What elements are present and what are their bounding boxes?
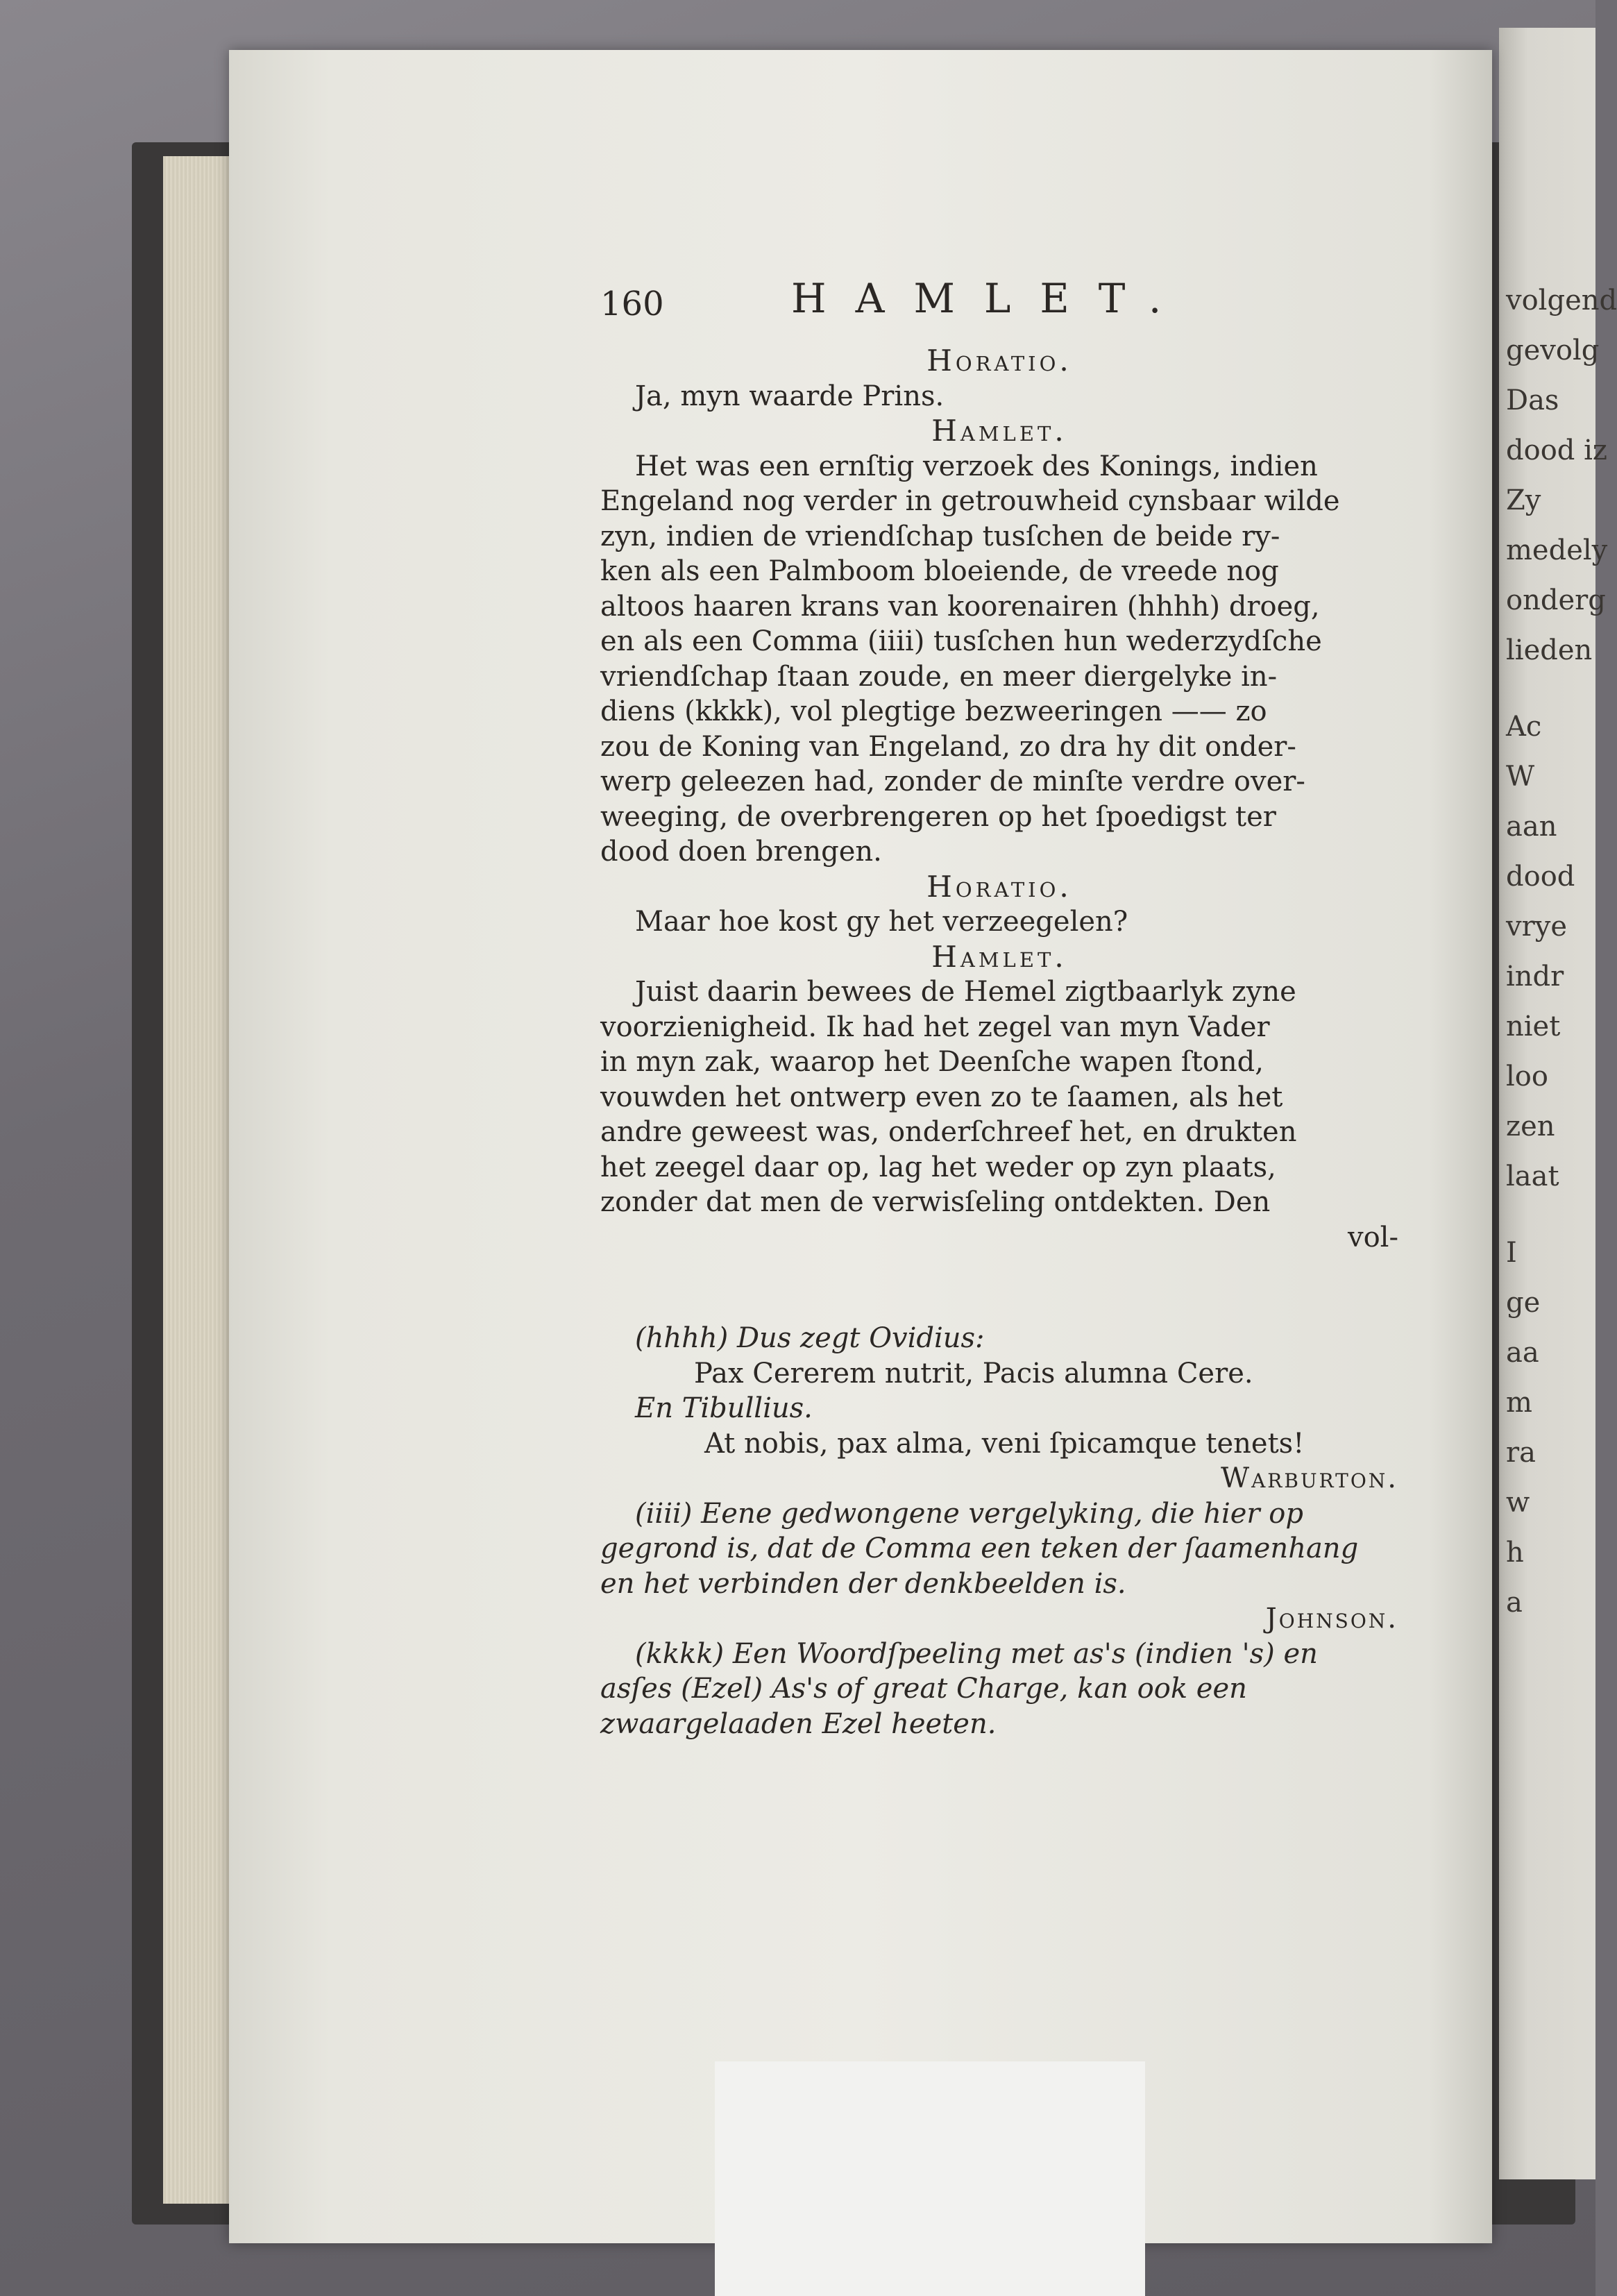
facing-page-fragment: ge: [1506, 1287, 1541, 1319]
speaker-name: Hamlet.: [931, 939, 1067, 974]
facing-page-fragment: I: [1506, 1237, 1517, 1269]
text-line: andre geweest was, onderſchreef het, en drukten: [600, 1116, 1297, 1148]
facing-page-fragment: Das: [1506, 385, 1559, 416]
footnote-line: en het verbinden der denkbeelden is.: [600, 1567, 1126, 1600]
facing-page-fragment: Zy: [1506, 484, 1541, 516]
footnote-signature: Warburton.: [1220, 1462, 1398, 1494]
facing-page-fragment: ra: [1506, 1437, 1536, 1469]
text-line: zyn, indien de vriendſchap tusſchen de beide ry-: [600, 520, 1280, 552]
text-line: altoos haaren krans van koorenairen (hhhh) droeg,: [600, 590, 1320, 623]
text-line: Ja, myn waarde Prins.: [635, 380, 945, 412]
facing-page-fragment: m: [1506, 1387, 1532, 1419]
speaker-name: Horatio.: [926, 869, 1072, 904]
facing-page-fragment: volgend: [1506, 285, 1617, 316]
facing-page: [1499, 28, 1617, 2179]
catchword: vol-: [1348, 1221, 1398, 1253]
text-line: dood doen brengen.: [600, 836, 882, 868]
text-line: in myn zak, waarop het Deenſche wapen ſtond,: [600, 1046, 1264, 1078]
speaker-name: Horatio.: [926, 344, 1072, 378]
text-line: zou de Koning van Engeland, zo dra hy dit onder-: [600, 730, 1296, 763]
text-line: Juist daarin bewees de Hemel zigtbaarlyk zyne: [635, 976, 1296, 1008]
facing-page-fragment: aa: [1506, 1337, 1539, 1369]
facing-page-fragment: lieden: [1506, 634, 1593, 666]
redaction-patch: [715, 2061, 1145, 2296]
running-title: HAMLET.: [791, 275, 1191, 322]
text-line: voorzienigheid. Ik had het zegel van myn Vader: [600, 1011, 1270, 1043]
speaker-name: Hamlet.: [931, 414, 1067, 448]
facing-page-fragment: vrye: [1506, 911, 1567, 943]
text-line: vouwden het ontwerp even zo te ſaamen, als het: [600, 1081, 1283, 1113]
text-line: zonder dat men de verwisſeling ontdekten. Den: [600, 1186, 1271, 1218]
text-line: het zeegel daar op, lag het weder op zyn plaats,: [600, 1151, 1276, 1183]
facing-page-fragment: onderg: [1506, 584, 1606, 616]
text-line: Het was een ernſtig verzoek des Konings, indien: [635, 450, 1318, 482]
facing-page-fragment: medely: [1506, 534, 1608, 566]
latin-quote: Pax Cererem nutrit, Pacis alumna Cere.: [694, 1357, 1253, 1390]
text-line: diens (kkkk), vol plegtige bezweeringen —— zo: [600, 695, 1267, 727]
facing-page-fragment: W: [1506, 761, 1535, 793]
running-head: [600, 275, 1398, 344]
facing-page-fragment: h: [1506, 1537, 1524, 1569]
facing-page-fragment: laat: [1506, 1160, 1559, 1192]
footnotes: [600, 1321, 1398, 1741]
text-line: ken als een Palmboom bloeiende, de vreede nog: [600, 555, 1279, 587]
facing-page-fragment: aan: [1506, 811, 1557, 843]
facing-page-fragment: gevolg: [1506, 335, 1600, 366]
facing-page-fragment: w: [1506, 1487, 1530, 1519]
facing-page-fragment: zen: [1506, 1111, 1555, 1142]
facing-page-fragment: niet: [1506, 1011, 1561, 1043]
text-line: werp geleezen had, zonder de minſte verdre over-: [600, 766, 1305, 797]
facing-page-fragment: a: [1506, 1587, 1523, 1619]
footnote-line: gegrond is, dat de Comma een teken der ſaamenhang: [600, 1533, 1359, 1564]
text-line: en als een Comma (iiii) tusſchen hun wederzydſche: [600, 625, 1322, 657]
facing-page-fragment: Ac: [1506, 711, 1542, 743]
text-line: weeging, de overbrengeren op het ſpoedigst ter: [600, 800, 1276, 833]
footnote-signature: Johnson.: [1265, 1603, 1398, 1635]
facing-page-fragment: dood: [1506, 861, 1575, 893]
footnote-line: (hhhh) Dus zegt Ovidius:: [635, 1322, 985, 1354]
facing-page-fragment: indr: [1506, 961, 1564, 993]
facing-page-fragment: loo: [1506, 1061, 1548, 1092]
footnote-line: asſes (Ezel) As's of great Charge, kan ook een: [600, 1673, 1247, 1705]
page-text: [600, 275, 1398, 1741]
footnote-line: (iiii) Eene gedwongene vergelyking, die hier op: [635, 1497, 1303, 1530]
footnote-line: En Tibullius.: [635, 1392, 813, 1424]
text-line: vriendſchap ſtaan zoude, en meer diergelyke in-: [600, 660, 1278, 693]
facing-page-fragment: dood iz: [1506, 434, 1607, 466]
page-number: 160: [600, 285, 664, 323]
footnote-line: zwaargelaaden Ezel heeten.: [600, 1707, 997, 1740]
text-line: Engeland nog verder in getrouwheid cynsbaar wilde: [600, 485, 1340, 517]
footnote-line: (kkkk) Een Woordſpeeling met as's (indien 's) en: [635, 1637, 1318, 1670]
latin-quote: At nobis, pax alma, veni ſpicamque tenets!: [704, 1427, 1305, 1460]
footnote-gap: [600, 1255, 1398, 1321]
body-text: [600, 344, 1398, 1255]
text-line: Maar hoe kost gy het verzeegelen?: [635, 906, 1128, 938]
